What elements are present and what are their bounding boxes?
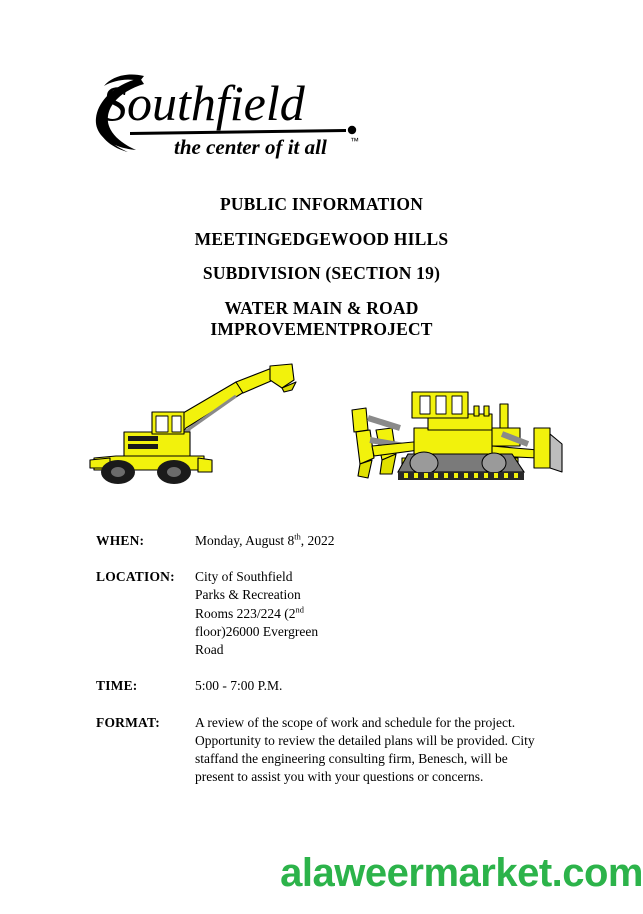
detail-label-location: LOCATION: (96, 569, 175, 585)
location-rooms-head: Rooms 223/224 (2 (195, 605, 296, 621)
flyer-headings (0, 196, 643, 339)
detail-value-location (195, 568, 566, 659)
heading-line-4: WATER MAIN & ROAD (224, 297, 419, 318)
location-line-2: Parks & Recreation (195, 587, 301, 603)
location-line-3 (195, 605, 566, 623)
logo-wordmark: Southfield (102, 75, 305, 131)
detail-label-format: FORMAT: (96, 714, 160, 730)
site-watermark: alaweermarket.com (280, 851, 643, 895)
when-date-tail: , 2022 (300, 533, 335, 548)
heading-line-5: IMPROVEMENTPROJECT (210, 319, 433, 339)
detail-row-time (96, 677, 566, 695)
bulldozer-illustration (342, 384, 564, 492)
dozer-tracks (398, 452, 524, 480)
format-line-3: staffand the engineering consulting firm, Benesch, will be (195, 750, 508, 766)
format-line-2: Opportunity to review the detailed plans will be provided. City (195, 732, 535, 748)
heading-line-2: MEETINGEDGEWOOD HILLS (194, 228, 449, 249)
machinery-artwork (0, 358, 643, 498)
detail-value-when (195, 532, 566, 550)
excavator-illustration (86, 360, 298, 490)
southfield-logo (78, 66, 378, 166)
detail-row-format (96, 714, 566, 787)
location-line-5: Road (195, 642, 224, 658)
location-line-1: City of Southfield (195, 569, 293, 585)
meeting-details (96, 532, 566, 786)
format-line-1: A review of the scope of work and schedule for the project. (195, 714, 516, 730)
heading-line-3: SUBDIVISION (SECTION 19) (202, 263, 441, 283)
detail-row-when (96, 532, 566, 550)
format-line-4: present to assist you with your questions or concerns. (195, 769, 484, 785)
detail-row-location (96, 568, 566, 659)
southfield-logo-icon (78, 66, 378, 166)
logo-tagline: the center of it all (174, 135, 327, 159)
trademark-icon: ™ (350, 136, 359, 146)
location-line-4: floor)26000 Evergreen (195, 623, 319, 639)
detail-label-when: WHEN: (96, 533, 145, 548)
when-date-ordinal: th (294, 532, 301, 542)
when-date-head: Monday, August 8 (195, 533, 295, 548)
heading-line-1: PUBLIC INFORMATION (219, 194, 424, 214)
detail-value-time: 5:00 - 7:00 P.M. (195, 678, 283, 694)
location-floor-ordinal: nd (295, 605, 304, 615)
detail-label-time: TIME: (96, 678, 138, 694)
detail-value-format (195, 714, 566, 787)
